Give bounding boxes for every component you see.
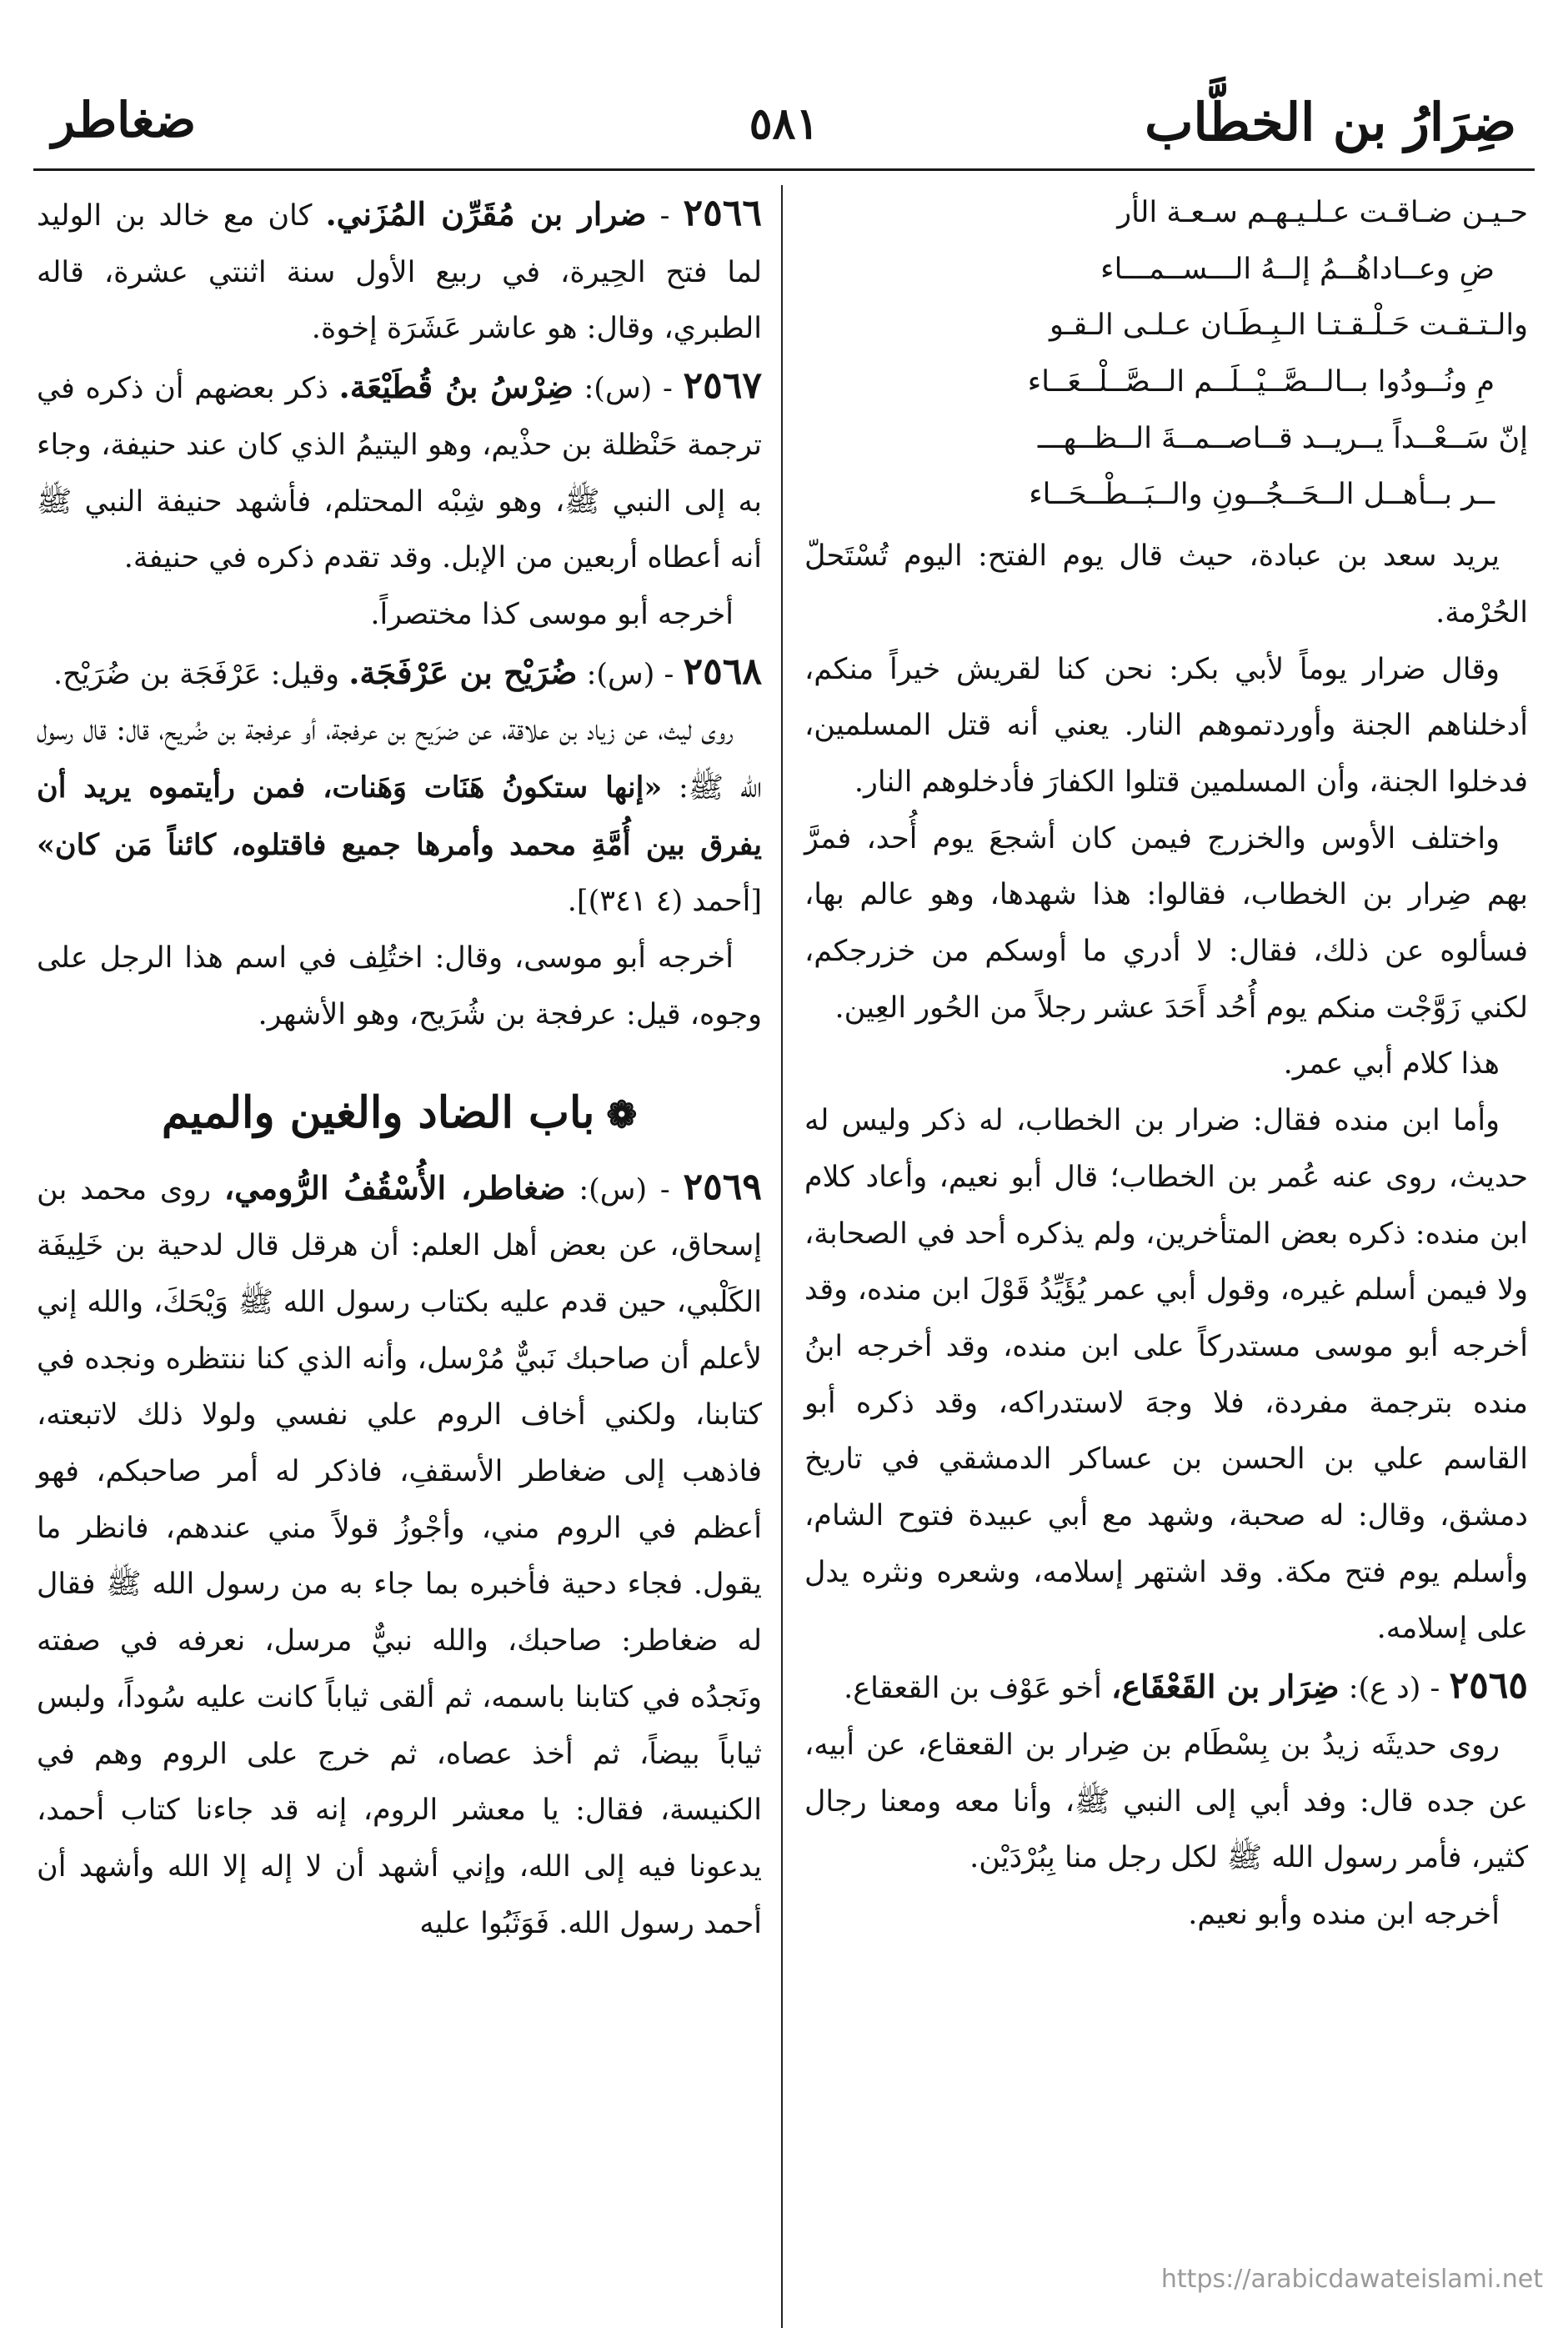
running-head-left: ضغاطر: [52, 92, 197, 148]
entry-2565: [804, 1658, 1528, 1718]
verse-line: مِ ونُــودُوا بــالــصَّــيْــلَــم الــصَّــلْــعَــاء: [1027, 365, 1495, 399]
entry-tag: - (س):: [577, 657, 684, 691]
chapter-heading: [37, 1059, 762, 1159]
page-header: [33, 77, 1535, 171]
narration-text: روى ليث، عن زياد بن علاقة، عن ضرَيح بن عرفجة، أو عرفجة بن ضُريح، قال: قال رسول الله ﷺ:: [37, 714, 762, 805]
watermark-url: https://arabicdawateislami.net: [1160, 2265, 1543, 2294]
entry-2568: [37, 644, 762, 704]
flower-ornament-icon: ❁: [606, 1093, 638, 1136]
paragraph: هذا كلام أبي عمر.: [1283, 1047, 1500, 1081]
entry-number: ٢٥٦٧: [683, 364, 763, 408]
paragraph: وأما ابن منده فقال: ضرار بن الخطاب، له ذكر وليس له حديث، روى عنه عُمر بن الخطاب؛ قال أبو نعيم، وأعاد كلام ابن منده: ذكره بعض المتأخرين، ولم يذكره أحد في الصحابة، ولا فيمن أسلم غيره، وقول أبي عمر يُؤَيِّدُ قَوْلَ ابن منده، وقد أخرجه أبو موسى مستدركاً على ابن منده، وقد أخرجه ابنُ منده بترجمة مفردة، فلا وجهَ لاستدراكه، وقد ذكره أبو القاسم علي بن الحسن بن عساكر الدمشقي في تاريخ دمشق، وقال: له صحبة، وشهد مع أبي عبيدة فتوح الشام، وأسلم يوم فتح مكة. وقد اشتهر إسلامه، وشعره ونثره يدل على إسلامه.: [804, 1104, 1529, 1646]
entry-name: ضِرْسُ بنُ قُطَيْعَة.: [338, 368, 574, 406]
entry-text: أخو عَوْف بن القعقاع.: [844, 1672, 1112, 1706]
paragraph: [37, 703, 762, 931]
chapter-title: باب الضاد والغين والميم: [161, 1086, 595, 1138]
paragraph: أخرجه ابن منده وأبو نعيم.: [1188, 1898, 1500, 1931]
left-column: [37, 185, 762, 2279]
verse-line: إنّ سَــعْــداً يــريــد قــاصــمــةَ الــظــهـــ: [1037, 421, 1528, 455]
entry-tag: - (د ع):: [1339, 1672, 1450, 1706]
entry-number: ٢٥٦٦: [683, 192, 762, 234]
entry-text: وقيل: عَرْفَجَة بن ضُرَيْح.: [53, 657, 349, 691]
entry-2569: [37, 1159, 762, 1953]
verse-line: ــر بــأهــل الــحَــجُــونِ والــبَــطْــحَــاء: [1029, 478, 1495, 512]
entry-name: ضُرَيْح بن عَرْفَجَة.: [348, 653, 578, 691]
entry-tag: - (س):: [573, 372, 684, 406]
entry-number: ٢٥٦٩: [683, 1165, 763, 1208]
entry-2567: [37, 358, 762, 587]
entry-separator: -: [646, 199, 684, 233]
paragraph: وقال ضرار يوماً لأبي بكر: نحن كنا لقريش خيراً منكم، أدخلناهم الجنة وأوردتموهم النار. يعني أنه قتل المسلمين، فدخلوا الجنة، وأن المسلمين قتلوا الكفارَ فأدخلوهم النار.: [804, 652, 1528, 799]
entry-name: ضرار بن مُقَرِّن المُزَني.: [325, 195, 647, 233]
page-number: ٥٨١: [749, 98, 819, 149]
entry-text: روى محمد بن إسحاق، عن بعض أهل العلم: أن هرقل قال لدحية بن خَلِيفَة الكَلْبي، حين قدم عليه بكتاب رسول الله ﷺ وَيْحَكَ، والله إني لأعلم أن صاحبك نَبيٌّ مُرْسل، وأنه الذي كنا ننتظره ونجده في كتابنا، ولكني أخاف الروم علي نفسي ولولا ذلك لاتبعته، فاذهب إلى ضغاطر الأسقفِ، فاذكر له أمر صاحبكم، فهو أعظم في الروم مني، وأجْوزُ قولاً مني عندهم، فانظر ما يقول. فجاء دحية فأخبره بما جاء به من رسول الله ﷺ فقال له ضغاطر: صاحبك، والله نبيٌّ مرسل، نعرفه في صفته ونَجدُه في كتابنا باسمه، ثم ألقى ثياباً كانت عليه سُوداً، ولبس ثياباً بيضاً، ثم أخذ عصاه، ثم خرج على الروم وهم في الكنيسة، فقال: يا معشر الروم، إنه قد جاءنا كتاب أحمد، يدعونا فيه إلى الله، وإني أشهد أن لا إله إلا الله وأشهد أن أحمد رسول الله. فَوَثَبُوا عليه: [37, 1172, 762, 1940]
entry-2566: [37, 185, 762, 358]
right-column: [804, 185, 1528, 2279]
entry-number: ٢٥٦٨: [683, 650, 762, 693]
paragraph: أخرجه أبو موسى كذا مختصراً.: [370, 597, 734, 631]
entry-number: ٢٥٦٥: [1449, 1664, 1528, 1708]
paragraph: روى حديثَه زيدُ بن بِسْطَام بن ضِرار بن القعقاع، عن أبيه، عن جده قال: وفد أبي إلى النبي ﷺ، وأنا معه ومعنا رجال كثير، فأمر رسول الله ﷺ لكل رجل منا بِبُرْدَيْن.: [804, 1728, 1528, 1875]
entry-name: ضِرَار بن القَعْقَاع،: [1111, 1668, 1340, 1706]
hadith-reference: [أحمد (٤ ٣٤١)].: [567, 885, 762, 919]
entry-text: كان مع خالد بن الوليد لما فتح الحِيرة، في ربيع الأول سنة اثنتي عشرة، قاله الطبري، وقال: هو عاشر عَشَرَة إخوة.: [37, 199, 762, 346]
paragraph: يريد سعد بن عبادة، حيث قال يوم الفتح: اليوم تُسْتَحلّ الحُرْمة.: [804, 539, 1528, 630]
entry-text: ذكر بعضهم أن ذكره في ترجمة حَنْظلة بن حذْيم، وهو اليتيمُ الذي كان عند حنيفة، وجاء به إلى النبي ﷺ، وهو شِبْه المحتلم، فأشهد حنيفة النبي ﷺ أنه أعطاه أربعين من الإبل. وقد تقدم ذكره في حنيفة.: [37, 372, 762, 575]
entry-name: ضغاطر، الأُسْقُفُ الرُّومي،: [223, 1168, 566, 1207]
verse-line: ضِ وعــاداهُــمُ إلــهُ الـــســمـــاء: [1100, 252, 1495, 286]
paragraph: أخرجه أبو موسى، وقال: اختُلِف في اسم هذا الرجل على وجوه، قيل: عرفجة بن شُرَيح، وهو الأشهر.: [37, 941, 762, 1031]
hadith-text: «إنها ستكونُ هَنَات وَهَنات، فمن رأيتموه يريد أن يفرق بين أُمَّةِ محمد وأمرها جميع فاقتلوه، كائناً مَن كان»: [37, 770, 762, 862]
poem-verses: [804, 185, 1528, 524]
verse-line: حـيـن ضـاقـت عـلـيـهـم سـعـة الأر: [1117, 196, 1528, 229]
column-divider: [781, 185, 783, 2328]
running-head-right: ضِرَارُ بن الخطَّاب: [1145, 92, 1516, 153]
entry-tag: - (س):: [565, 1172, 684, 1207]
verse-line: والـتـقـت حَـلْـقـتـا الـبِـطَـان عـلـى الـقـو: [1050, 309, 1528, 343]
paragraph: واختلف الأوس والخزرج فيمن كان أشجعَ يوم أُحد، فمرَّ بهم ضِرار بن الخطاب، فقالوا: هذا شهدها، وهو عالم بها، فسألوه عن ذلك، فقال: لا أدري ما أوسكم من خزرجكم، لكني زَوَّجْت منكم يوم أُحُد أَحَدَ عشر رجلاً من الحُور العِين.: [804, 821, 1528, 1025]
